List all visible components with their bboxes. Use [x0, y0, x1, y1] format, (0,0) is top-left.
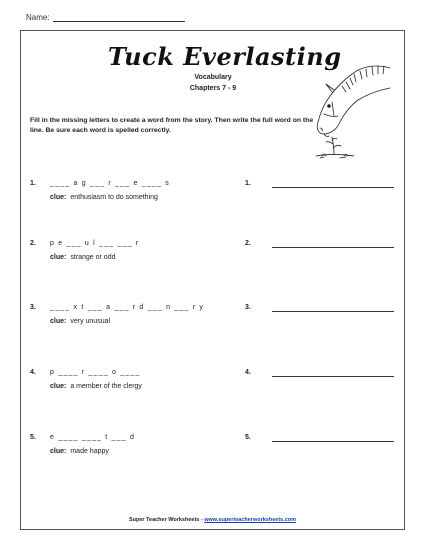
answer-line[interactable]	[272, 187, 394, 188]
worksheet-title: Tuck Everlasting	[108, 42, 342, 71]
answer-number: 3.	[245, 304, 251, 311]
item-number: 5.	[30, 434, 36, 441]
clue-label: clue:	[50, 383, 67, 390]
clue-label: clue:	[50, 254, 67, 261]
clue-label: clue:	[50, 448, 67, 455]
clue-label: clue:	[50, 194, 67, 201]
name-field-row	[26, 13, 185, 22]
instructions-text: Fill in the missing letters to create a word from the story. Then write the full word on the line. Be sure each word is spelled correctly.	[30, 117, 314, 134]
clue-text: strange or odd	[70, 254, 116, 261]
vocab-item	[0, 304, 425, 344]
worksheet-subtitle	[108, 72, 318, 94]
answer-line[interactable]	[272, 311, 394, 312]
item-puzzle: p e ___ u l ___ ___ r	[50, 240, 140, 247]
answer-number: 1.	[245, 180, 251, 187]
clue-text: a member of the clergy	[70, 383, 142, 390]
item-clue	[50, 318, 110, 325]
name-line[interactable]	[53, 14, 185, 22]
clue-text: very unusual	[70, 318, 111, 325]
item-number: 2.	[30, 240, 36, 247]
item-clue	[50, 383, 142, 390]
answer-number: 2.	[245, 240, 251, 247]
item-clue	[50, 194, 158, 201]
vocab-item	[0, 240, 425, 280]
item-puzzle: e ____ ____ t ___ d	[50, 434, 136, 441]
footer-url-link[interactable]: www.superteacherworksheets.com	[204, 517, 297, 523]
name-label: Name:	[26, 13, 50, 22]
item-number: 3.	[30, 304, 36, 311]
clue-text: made happy	[70, 448, 109, 455]
vocab-item	[0, 434, 425, 474]
subtitle-chapters: Chapters 7 - 9	[189, 85, 237, 92]
vocab-item	[0, 180, 425, 220]
footer-brand: Super Teacher Worksheets	[128, 517, 200, 523]
clue-label: clue:	[50, 318, 67, 325]
subtitle-vocabulary: Vocabulary	[194, 74, 232, 81]
item-clue	[50, 254, 116, 261]
answer-number: 4.	[245, 369, 251, 376]
answer-number: 5.	[245, 434, 251, 441]
vocab-item	[0, 369, 425, 409]
item-puzzle: ____ a g ___ r ___ e ____ s	[50, 180, 170, 187]
answer-line[interactable]	[272, 441, 394, 442]
item-number: 1.	[30, 180, 36, 187]
clue-text: enthusiasm to do something	[70, 194, 158, 201]
horse-drinking-icon	[310, 62, 392, 160]
item-number: 4.	[30, 369, 36, 376]
footer-separator: -	[199, 517, 205, 523]
footer	[0, 517, 425, 523]
item-puzzle: ____ x t ___ a ___ r d ___ n ___ r y	[50, 304, 205, 311]
item-clue	[50, 448, 109, 455]
answer-line[interactable]	[272, 247, 394, 248]
answer-line[interactable]	[272, 376, 394, 377]
item-puzzle: p ____ r ____ o ____	[50, 369, 141, 376]
